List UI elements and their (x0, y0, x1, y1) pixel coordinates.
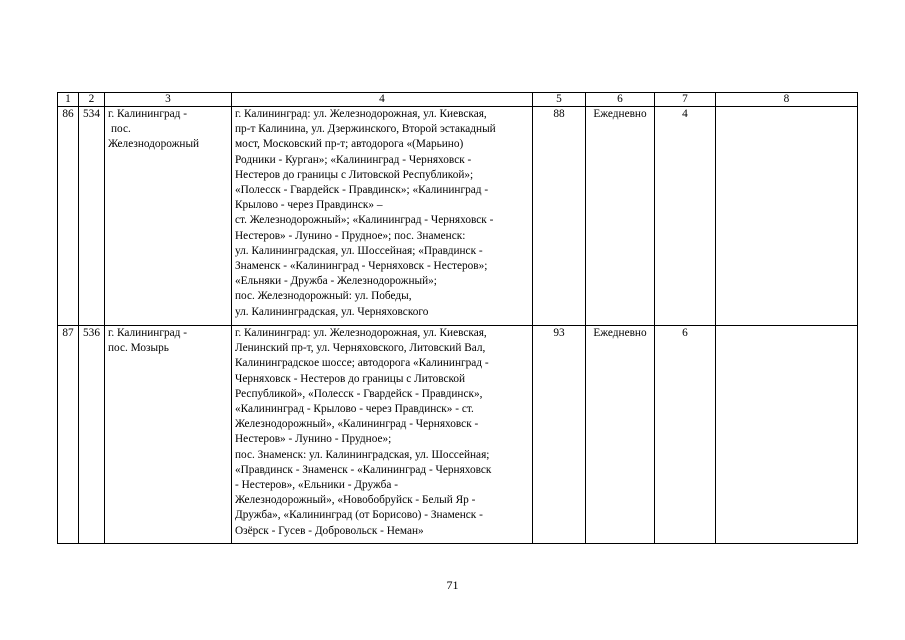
route-path-line: Железнодорожный», «Новобобруйск - Белый Яр - (235, 494, 476, 507)
route-path-line: пр-т Калинина, ул. Дзержинского, Второй эстакадный (235, 123, 496, 136)
route-path-line: «Калининград - Крылово - через Правдинск» - ст. (235, 403, 474, 416)
route-path-line: - Нестеров», «Ельники - Дружба - (235, 479, 399, 492)
header-col-2: 2 (79, 93, 105, 107)
table-row (58, 107, 858, 326)
route-name-line: пос. Мозырь (108, 342, 169, 355)
routes-table (57, 92, 858, 544)
route-path-line: Дружба», «Калининград (от Борисово) - Знаменск - (235, 509, 483, 522)
route-name-line: г. Калининград - (108, 108, 187, 120)
table-header-row (58, 93, 858, 107)
route-name-line: г. Калининград - (108, 327, 187, 339)
route-path-line: г. Калининград: ул. Железнодорожная, ул. Киевская, (235, 108, 487, 120)
row-number: 86 (58, 107, 79, 326)
route-schedule: Ежедневно (586, 326, 655, 544)
route-path-line: «Ельняки - Дружба - Железнодорожный»; (235, 275, 437, 288)
header-col-8: 8 (716, 93, 858, 107)
trip-count: 6 (655, 326, 716, 544)
route-path-line: ул. Калининградская, ул. Черняховского (235, 305, 429, 318)
header-col-6: 6 (586, 93, 655, 107)
header-col-3: 3 (105, 93, 232, 107)
route-path-line: Железнодорожный», «Калининград - Черняховск - (235, 418, 479, 431)
header-col-5: 5 (533, 93, 586, 107)
route-path-line: «Правдинск - Знаменск - «Калининград - Черняховск (235, 463, 492, 476)
route-path-line: Родники - Курган»; «Калининград - Черняховск - (235, 153, 472, 166)
route-schedule: Ежедневно (586, 107, 655, 326)
route-path-line: пос. Знаменск: ул. Калининградская, ул. Шоссейная; (235, 448, 490, 461)
route-length: 93 (533, 326, 586, 544)
route-name-line: пос. (111, 123, 131, 136)
route-path-line: Знаменск - «Калининград - Черняховск - Нестеров»; (235, 260, 488, 273)
route-length: 88 (533, 107, 586, 326)
route-path-line: «Полесск - Гвардейск - Правдинск»; «Калининград - (235, 184, 489, 197)
route-path-line: Нестеров» - Лунино - Прудное»; (235, 433, 392, 446)
route-path-line: Крылово - через Правдинск» – (235, 199, 383, 212)
route-name (105, 107, 232, 326)
route-path-line: г. Калининград: ул. Железнодорожная, ул. Киевская, (235, 327, 487, 339)
table-row (58, 326, 858, 544)
header-col-4: 4 (232, 93, 533, 107)
route-path-line: пос. Железнодорожный: ул. Победы, (235, 290, 412, 303)
trip-count: 4 (655, 107, 716, 326)
header-col-1: 1 (58, 93, 79, 107)
row-number: 87 (58, 326, 79, 544)
route-name (105, 326, 232, 544)
route-path-line: Нестеров» - Лунино - Прудное»; пос. Знаменск: (235, 229, 466, 242)
route-path-line: мост, Московский пр-т; автодорога «(Марьино) (235, 138, 464, 151)
route-name-line: Железнодорожный (108, 138, 200, 151)
page-number: 71 (446, 578, 459, 592)
route-path-line: Озёрск - Гусев - Добровольск - Неман» (235, 524, 424, 537)
route-path (232, 107, 533, 326)
route-note (716, 326, 858, 544)
route-path-line: ул. Калининградская, ул. Шоссейная; «Правдинск - (235, 244, 483, 257)
route-path-line: Ленинский пр-т, ул. Черняховского, Литовский Вал, (235, 342, 486, 355)
route-number: 534 (79, 107, 105, 326)
route-path-line: Черняховск - Нестеров до границы с Литовской (235, 372, 466, 385)
route-path-line: ст. Железнодорожный»; «Калининград - Черняховск - (235, 214, 494, 227)
route-path (232, 326, 533, 544)
route-note (716, 107, 858, 326)
route-path-line: Нестеров до границы с Литовской Республикой»; (235, 168, 474, 181)
route-path-line: Калининградское шоссе; автодорога «Калининград - (235, 357, 489, 370)
header-col-7: 7 (655, 93, 716, 107)
route-number: 536 (79, 326, 105, 544)
route-path-line: Республикой», «Полесск - Гвардейск - Правдинск», (235, 387, 483, 400)
